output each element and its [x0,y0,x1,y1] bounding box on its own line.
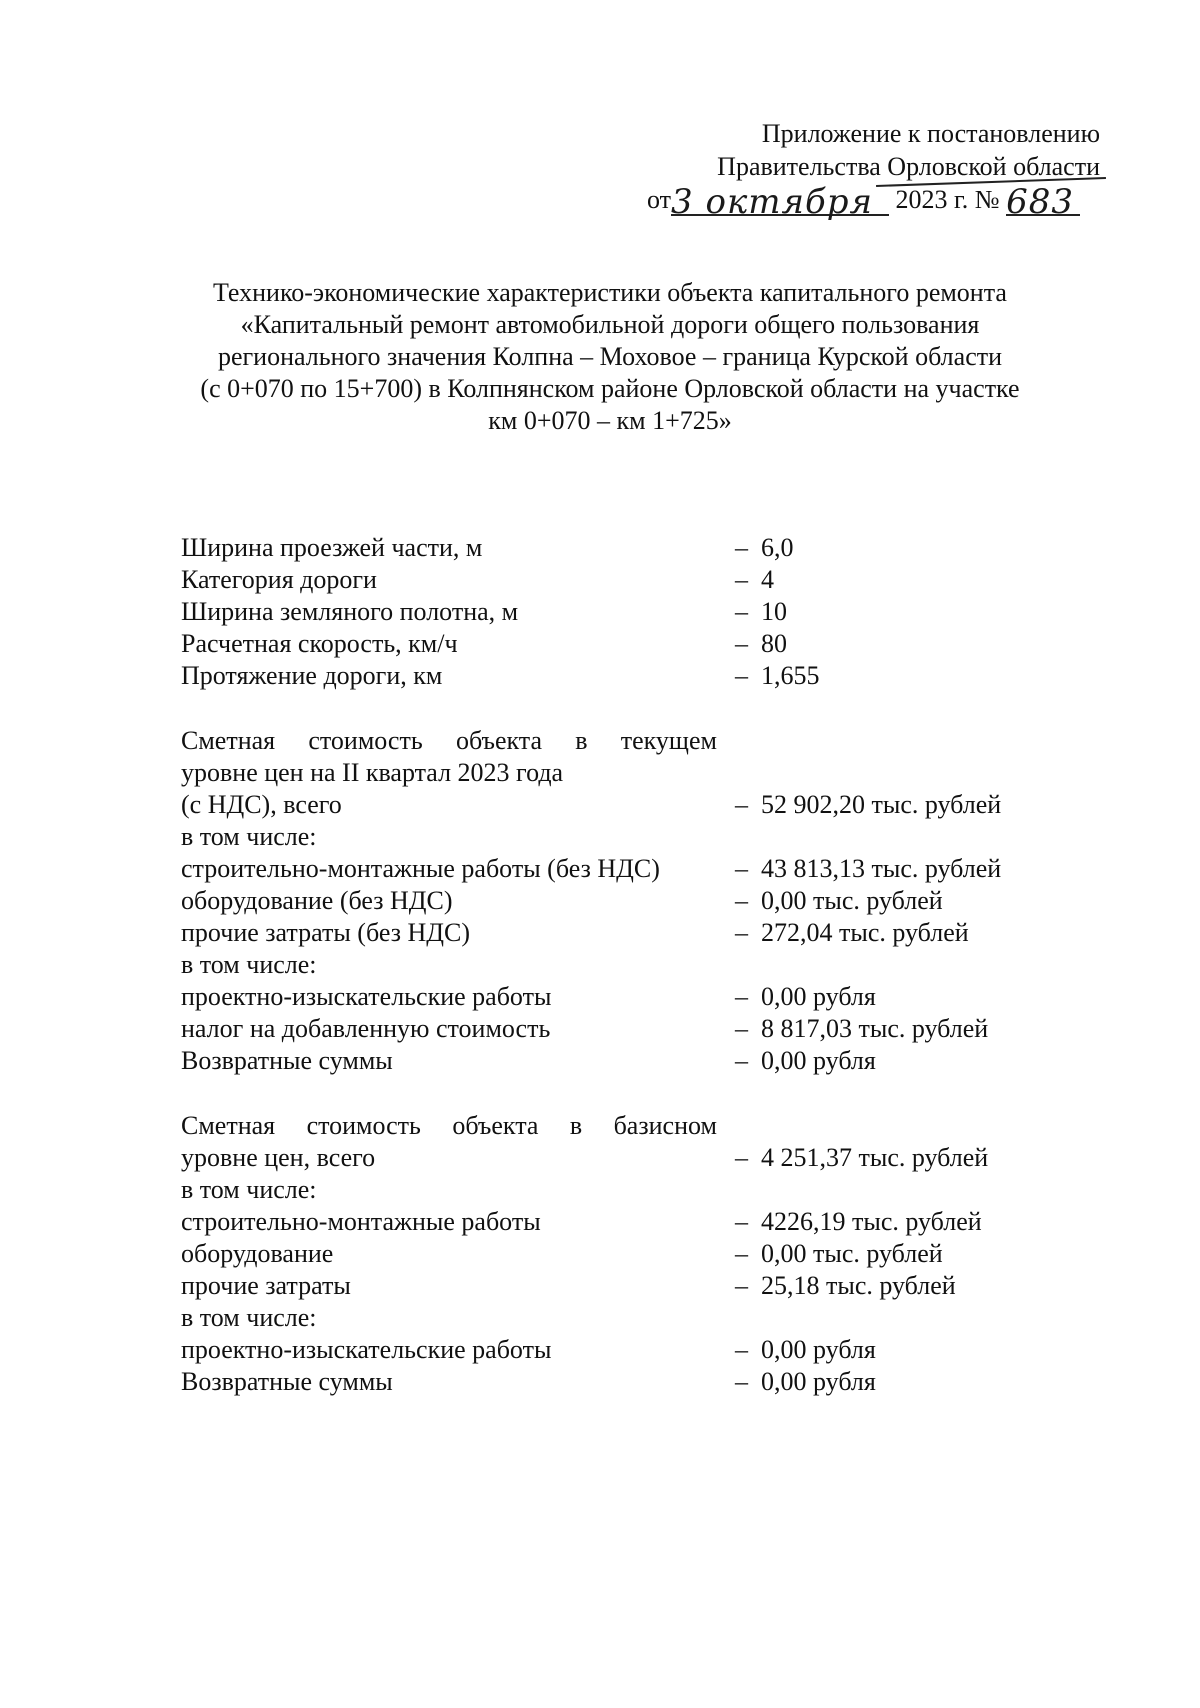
handwritten-date: 3 октября [671,182,874,222]
document-title [140,277,1080,437]
heading-word: в [575,726,588,755]
spec-label: (с НДС), всего [181,790,342,819]
base-cost-heading [181,1110,1081,1142]
spec-label: в том числе: [181,1303,317,1332]
heading-word: базисном [613,1111,717,1140]
heading-text [181,1110,717,1142]
heading-word: объекта [455,726,543,755]
spec-row [181,1238,1081,1270]
spec-value: 0,00 рубля [761,1046,876,1075]
spec-label: Расчетная скорость, км/ч [181,629,458,658]
title-line: Технико-экономические характеристики объекта капитального ремонта [213,278,1007,307]
spec-dash: – [735,1239,748,1268]
section-gap [181,692,1081,725]
spec-value: 4 [761,565,774,594]
spec-label: Категория дороги [181,565,377,594]
spec-row [181,596,1081,628]
appendix-header [600,118,1100,220]
heading-word: объекта [452,1111,539,1140]
spec-value: 43 813,13 тыс. рублей [761,854,1002,883]
date-blank [671,182,889,222]
spec-label: в том числе: [181,950,317,979]
government-caption [600,151,1100,184]
spec-value: 0,00 рубля [761,1335,876,1364]
spec-row [181,1302,1081,1334]
spec-label: Ширина проезжей части, м [181,533,483,562]
spec-dash: – [735,918,748,947]
spec-dash: – [735,533,748,562]
heading-word: стоимость [306,1111,421,1140]
spec-row [181,1334,1081,1366]
spec-value: 1,655 [761,661,820,690]
date-year: 2023 г. № [895,185,1000,214]
heading-text [181,725,717,757]
spec-row [181,1045,1081,1077]
spec-dash: – [735,661,748,690]
spec-label: в том числе: [181,1175,317,1204]
spec-value: 0,00 рубля [761,1367,876,1396]
spec-value: 10 [761,597,787,626]
spec-value: 0,00 тыс. рублей [761,886,943,915]
spec-value: 0,00 тыс. рублей [761,1239,943,1268]
section-gap [181,1077,1081,1110]
government-caption-text: Правительства Орловской области [717,152,1100,181]
title-line: регионального значения Колпна – Моховое – граница Курской области [217,342,1003,371]
spec-label: в том числе: [181,822,317,851]
spec-row [181,821,1081,853]
spec-label: оборудование (без НДС) [181,886,453,915]
spec-label: налог на добавленную стоимость [181,1014,551,1043]
heading-word: стоимость [308,726,423,755]
date-prefix: от [647,185,672,214]
spec-dash: – [735,629,748,658]
spec-row [181,949,1081,981]
title-line: км 0+070 – км 1+725» [488,406,732,435]
current-cost-heading [181,725,1081,757]
spec-dash: – [735,1046,748,1075]
title-line: (с 0+070 по 15+700) в Колпнянском районе Орловской области на участке [200,374,1020,403]
spec-label: строительно-монтажные работы [181,1207,541,1236]
spec-value: 52 902,20 тыс. рублей [761,790,1002,819]
spec-row [181,660,1081,692]
spec-row [181,917,1081,949]
number-blank [1006,182,1080,222]
heading-word: Сметная [181,1111,276,1140]
spec-row [181,853,1081,885]
spec-row [181,757,1081,789]
spec-dash: – [735,597,748,626]
spec-dash: – [735,886,748,915]
spec-label: прочие затраты (без НДС) [181,918,470,947]
spec-row [181,789,1081,821]
appendix-caption: Приложение к постановлению [761,119,1100,148]
handwritten-number: 683 [1006,182,1074,222]
spec-value: 0,00 рубля [761,982,876,1011]
spec-label: уровне цен, всего [181,1143,376,1172]
spec-row [181,532,1081,564]
spec-dash: – [735,854,748,883]
spec-value: 6,0 [761,533,794,562]
spec-label: уровне цен на II квартал 2023 года [181,758,564,787]
spec-value: 272,04 тыс. рублей [761,918,969,947]
spec-row [181,1013,1081,1045]
spec-row [181,1206,1081,1238]
spec-value: 25,18 тыс. рублей [761,1271,956,1300]
spec-value: 80 [761,629,787,658]
spec-row [181,1366,1081,1398]
spec-dash: – [735,1271,748,1300]
spec-label: прочие затраты [181,1271,351,1300]
heading-word: Сметная [181,726,276,755]
spec-dash: – [735,1367,748,1396]
spec-value: 4 251,37 тыс. рублей [761,1143,989,1172]
spec-row [181,1142,1081,1174]
spec-label: Протяжение дороги, км [181,661,443,690]
spec-dash: – [735,565,748,594]
spec-dash: – [735,1014,748,1043]
spec-value: 4226,19 тыс. рублей [761,1207,982,1236]
spec-row [181,885,1081,917]
characteristics-list [181,532,1081,1398]
spec-dash: – [735,1207,748,1236]
spec-label: строительно-монтажные работы (без НДС) [181,854,660,883]
spec-label: проектно-изыскательские работы [181,1335,552,1364]
resolution-date-line [647,184,1100,220]
spec-label: Возвратные суммы [181,1046,393,1075]
spec-value: 8 817,03 тыс. рублей [761,1014,989,1043]
title-line: «Капитальный ремонт автомобильной дороги общего пользования [240,310,980,339]
spec-row [181,628,1081,660]
spec-row [181,1174,1081,1206]
spec-row [181,564,1081,596]
spec-dash: – [735,790,748,819]
spec-dash: – [735,982,748,1011]
spec-dash: – [735,1143,748,1172]
spec-label: Ширина земляного полотна, м [181,597,519,626]
heading-word: текущем [620,726,717,755]
spec-row [181,981,1081,1013]
spec-label: проектно-изыскательские работы [181,982,552,1011]
spec-dash: – [735,1335,748,1364]
spec-row [181,1270,1081,1302]
heading-word: в [569,1111,583,1140]
spec-label: Возвратные суммы [181,1367,393,1396]
spec-label: оборудование [181,1239,334,1268]
